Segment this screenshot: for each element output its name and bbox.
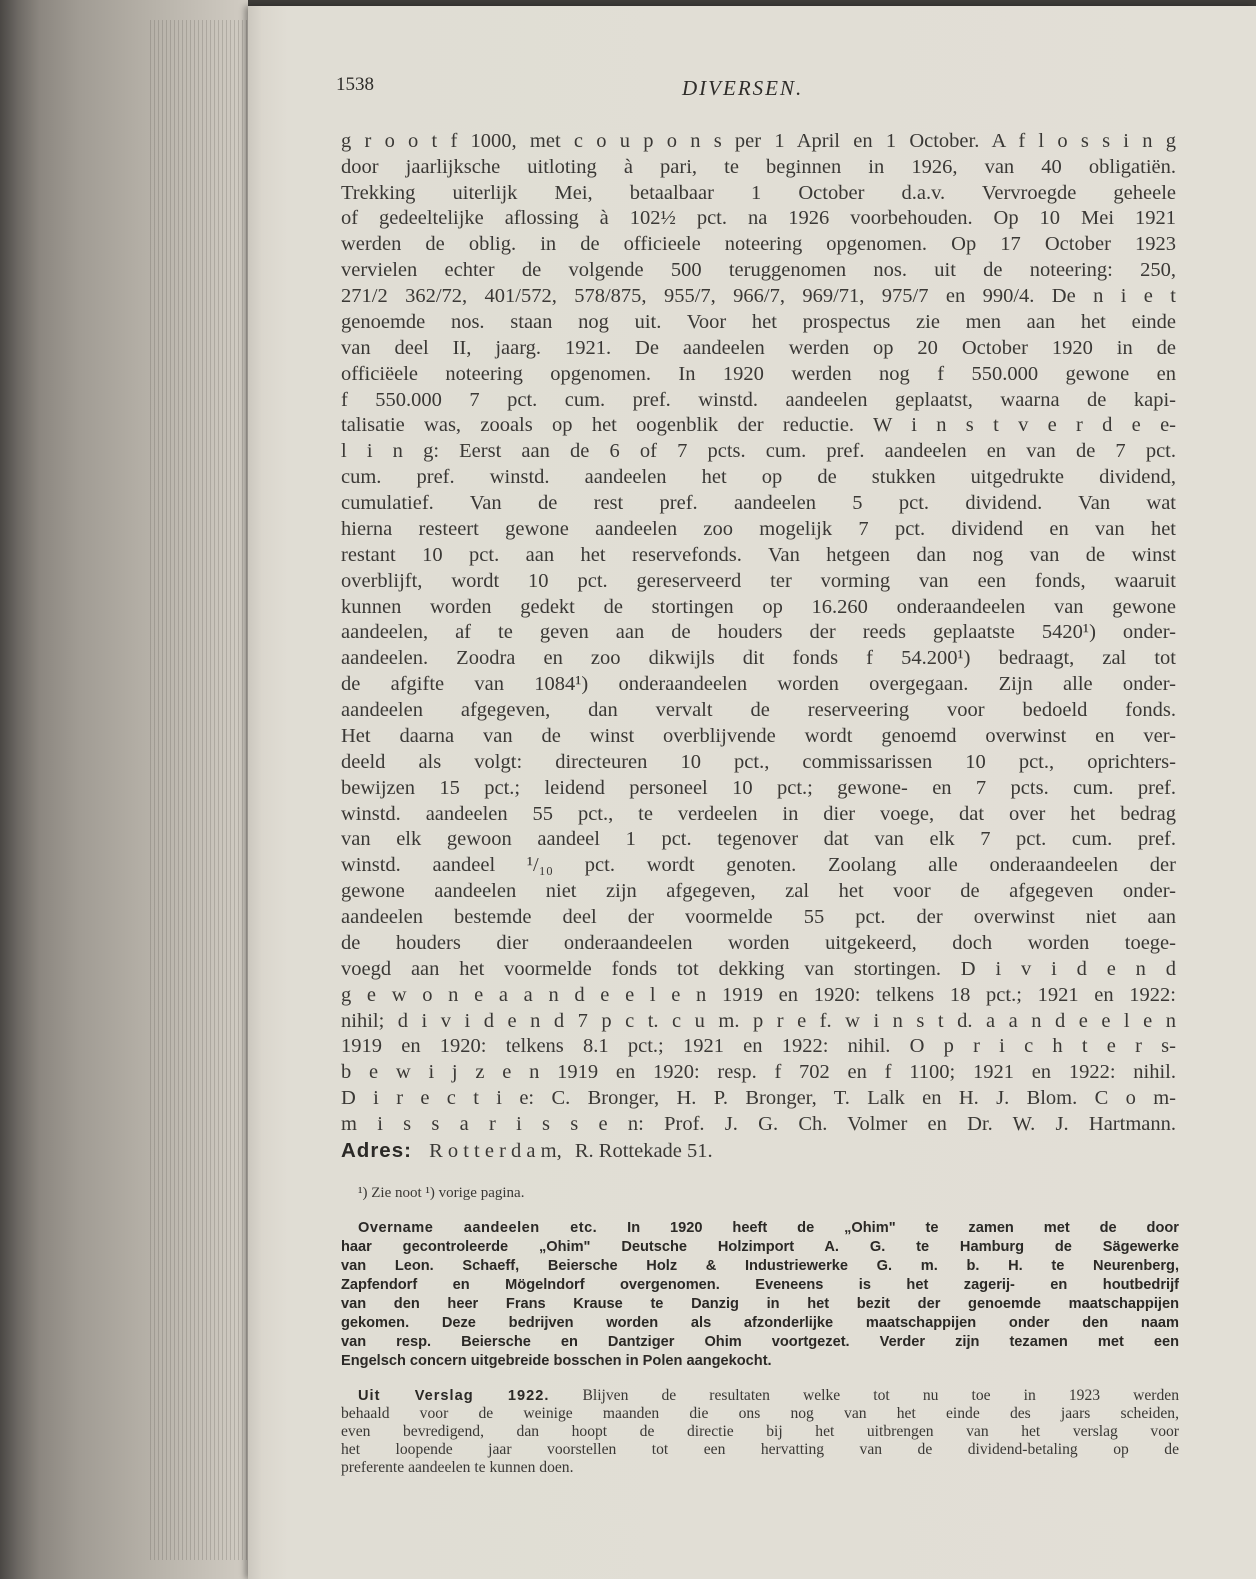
body-line: vervielen echter de volgende 500 teruggenomen nos. uit de noteering: 250, [341,259,1176,281]
body-line: aandeelen, af te geven aan de houders der reeds geplaatste 5420¹) onder- [341,621,1176,643]
address-city: R o t t e r d a m, [429,1140,562,1162]
report-note-first-text: Blijven de resultaten welke tot nu toe in 1923 werden [549,1387,1180,1404]
body-line: officiëele noteering opgenomen. In 1920 werden nog f 550.000 gewone en [341,363,1176,385]
takeover-note-first-line [358,1220,1179,1236]
body-line: van deel II, jaarg. 1921. De aandeelen werden op 20 October 1920 in de [341,337,1176,359]
takeover-note-line: van resp. Beiersche en Dantziger Ohim voortgezet. Verder zijn tezamen met een [341,1334,1179,1350]
takeover-note-line: van den heer Frans Krause te Danzig in het bezit der genoemde maatschappijen [341,1296,1179,1312]
report-note-line: het loopende jaar voorstellen tot een hervatting van de dividend-betaling op de [341,1441,1179,1458]
takeover-note-line: Engelsch concern uitgebreide bosschen in Polen aangekocht. [341,1353,772,1369]
body-line: Het daarna van de winst overblijvende wordt genoemd overwinst en ver- [341,725,1176,747]
body-line: voegd aan het voormelde fonds tot dekking van stortingen. D i v i d e n d [341,958,1176,980]
body-line: werden de oblig. in de officieele noteering opgenomen. Op 17 October 1923 [341,233,1176,255]
body-line: gewone aandeelen niet zijn afgegeven, zal het voor de afgegeven onder- [341,880,1176,902]
body-line: aandeelen bestemde deel der voormelde 55 pct. der overwinst niet aan [341,906,1176,928]
body-line: of gedeeltelijke aflossing à 102½ pct. na 1926 voorbehouden. Op 10 Mei 1921 [341,207,1176,229]
address-label: Adres: [341,1139,412,1162]
body-line: talisatie was, zooals op het oogenblik der reductie. W i n s t v e r d e e- [341,414,1176,436]
body-line: f 550.000 7 pct. cum. pref. winstd. aandeelen geplaatst, waarna de kapi- [341,389,1176,411]
report-note-first-line [358,1387,1179,1405]
takeover-note-line: Zapfendorf en Mögelndorf overgenomen. Eveneens is het zagerij- en houtbedrijf [341,1277,1179,1293]
report-note-line: even bevredigend, dan hoopt de directie bij het uitbrengen van het verslag voor [341,1423,1179,1440]
footnote: ¹) Zie noot ¹) vorige pagina. [358,1185,525,1201]
body-line: g e w o n e a a n d e e l e n 1919 en 1920: telkens 18 pct.; 1921 en 1922: [341,984,1176,1006]
body-line: cum. pref. winstd. aandeelen het op de stukken uitgedrukte dividend, [341,466,1176,488]
body-line: winstd. aandeelen 55 pct., te verdeelen in dier voege, dat over het bedrag [341,803,1176,825]
page-number: 1538 [336,74,374,95]
body-line: aandeelen afgegeven, dan vervalt de reserveering voor bedoeld fonds. [341,699,1176,721]
body-line: kunnen worden gedekt de stortingen op 16.260 onderaandeelen van gewone [341,596,1176,618]
body-line: l i n g: Eerst aan de 6 of 7 pcts. cum. pref. aandeelen en van de 7 pct. [341,440,1176,462]
body-line: b e w i j z e n 1919 en 1920: resp. f 702 en f 1100; 1921 en 1922: nihil. [341,1061,1176,1083]
body-line: restant 10 pct. aan het reservefonds. Van hetgeen dan nog van de winst [341,544,1176,566]
takeover-note-line: gekomen. Deze bedrijven worden als afzonderlijke maatschappijen onder den naam [341,1315,1179,1331]
body-line: door jaarlijksche uitloting à pari, te beginnen in 1926, van 40 obligatiën. [341,156,1176,178]
body-line: g r o o t f 1000, met c o u p o n s per 1 April en 1 October. A f l o s s i n g [341,130,1176,152]
body-line: overblijft, wordt 10 pct. gereserveerd ter vorming van een fonds, waaruit [341,570,1176,592]
address-line [341,1139,713,1163]
body-line: de afgifte van 1084¹) onderaandeelen worden overgegaan. Zijn alle onder- [341,673,1176,695]
takeover-note-first-text: In 1920 heeft de „Ohim" te zamen met de door [597,1220,1179,1236]
body-line: m i s s a r i s s e n: Prof. J. G. Ch. Volmer en Dr. W. J. Hartmann. [341,1113,1176,1135]
running-head: DIVERSEN. [682,76,804,100]
body-line: winstd. aandeel ¹/₁₀ pct. wordt genoten. Zoolang alle onderaandeelen der [341,854,1176,876]
report-note-line: behaald voor de weinige maanden die ons nog van het einde des jaars scheiden, [341,1405,1179,1422]
address-street: R. Rottekade 51. [574,1140,713,1162]
takeover-note-line: haar gecontroleerde „Ohim" Deutsche Holzimport A. G. te Hamburg de Sägewerke [341,1239,1179,1255]
takeover-note-heading: Overname aandeelen etc. [358,1220,598,1236]
body-line: 271/2 362/72, 401/572, 578/875, 955/7, 966/7, 969/71, 975/7 en 990/4. De n i e t [341,285,1176,307]
body-line: nihil; d i v i d e n d 7 p c t. c u m. p r e f. w i n s t d. a a n d e e l e n [341,1010,1176,1032]
body-line: hierna resteert gewone aandeelen zoo mogelijk 7 pct. dividend en van het [341,518,1176,540]
body-line: 1919 en 1920: telkens 8.1 pct.; 1921 en 1922: nihil. O p r i c h t e r s- [341,1035,1176,1057]
takeover-note-line: van Leon. Schaeff, Beiersche Holz & Industriewerke G. m. b. H. te Neurenberg, [341,1258,1179,1274]
body-line: de houders dier onderaandeelen worden uitgekeerd, doch worden toege- [341,932,1176,954]
body-line: aandeelen. Zoodra en zoo dikwijls dit fonds f 54.200¹) bedraagt, zal tot [341,647,1176,669]
report-note-line: preferente aandeelen te kunnen doen. [341,1459,574,1476]
page-stack-lines [150,20,250,1560]
body-line: bewijzen 15 pct.; leidend personeel 10 pct.; gewone- en 7 pcts. cum. pref. [341,777,1176,799]
body-line: D i r e c t i e: C. Bronger, H. P. Bronger, T. Lalk en H. J. Blom. C o m- [341,1087,1176,1109]
body-line: van elk gewoon aandeel 1 pct. tegenover dat van elk 7 pct. cum. pref. [341,828,1176,850]
report-note-heading: Uit Verslag 1922. [358,1388,550,1404]
body-line: genoemde nos. staan nog uit. Voor het prospectus zie men aan het einde [341,311,1176,333]
page-stack-edge [0,0,250,1579]
body-line: deeld als volgt: directeuren 10 pct., commissarissen 10 pct., oprichters- [341,751,1176,773]
body-line: Trekking uiterlijk Mei, betaalbaar 1 October d.a.v. Vervroegde geheele [341,182,1176,204]
body-line: cumulatief. Van de rest pref. aandeelen 5 pct. dividend. Van wat [341,492,1176,514]
